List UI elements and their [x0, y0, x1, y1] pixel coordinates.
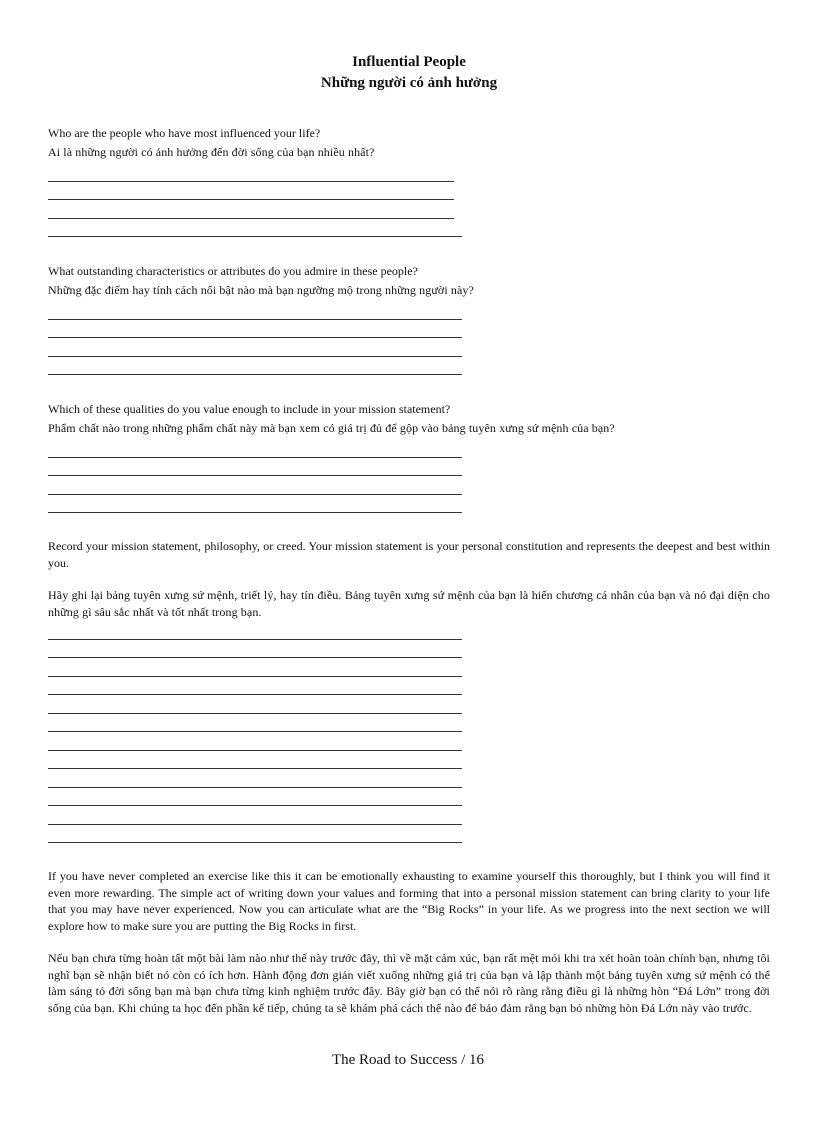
- mission-instructions-vi: Hãy ghi lại bảng tuyên xưng sứ mệnh, triết lý, hay tín điều. Bảng tuyên xưng sứ mệnh của bạn là hiến chương cá nhân của bạn và nó đại diện cho những gì sâu sắc nhất và tốt nhất trong bạn.: [48, 588, 770, 619]
- mission-answer-lines[interactable]: [48, 621, 770, 843]
- answer-line[interactable]: [48, 495, 462, 514]
- answer-line[interactable]: [48, 806, 462, 825]
- answer-line[interactable]: [48, 476, 462, 495]
- answer-line[interactable]: [48, 825, 462, 844]
- answer-line[interactable]: [48, 658, 462, 677]
- answer-line[interactable]: [48, 732, 462, 751]
- question-attributes: [48, 262, 770, 375]
- question-text-vi: Ai là những người có ảnh hưởng đến đời sống của bạn nhiều nhất?: [48, 145, 375, 159]
- answer-line[interactable]: [48, 200, 454, 219]
- answer-line[interactable]: [48, 677, 462, 696]
- answer-lines[interactable]: [48, 163, 770, 237]
- closing-section: [48, 868, 770, 1016]
- question-text-vi: Những đặc điểm hay tính cách nổi bật nào mà bạn ngưỡng mộ trong những người này?: [48, 283, 474, 297]
- question-qualities: [48, 400, 770, 513]
- answer-line[interactable]: [48, 714, 462, 733]
- question-text-en: Which of these qualities do you value enough to include in your mission statement?: [48, 402, 451, 416]
- closing-paragraph-vi: Nếu bạn chưa từng hoàn tất một bài làm nào như thế này trước đây, thì về mặt cảm xúc, bạn rất mệt mỏi khi tra xét hoàn toàn chính bạn, nhưng tôi nghĩ bạn sẽ nhận biết nó còn có ích hơn. Hành động đơn giản viết xuống những giá trị của bạn và lập thành một bảng tuyên xưng sứ mệnh có thể làm sáng tỏ đời sống bạn mà bạn chưa từng kinh nghiệm trước đây. Bây giờ bạn có thể nói rõ ràng rằng điều gì là những hòn “Đá Lớn” trong đời sống của bạn. Khi chúng ta học đến phần kế tiếp, chúng ta sẽ khám phá cách thể nào để bảo đảm rằng bạn bỏ những hòn Đá Lớn này vào trước.: [48, 951, 770, 1015]
- answer-line[interactable]: [48, 338, 462, 357]
- page-footer: The Road to Success / 16: [331, 1052, 485, 1068]
- answer-line[interactable]: [48, 458, 462, 477]
- answer-line[interactable]: [48, 357, 462, 376]
- closing-paragraph-en: If you have never completed an exercise like this it can be emotionally exhausting to examine yourself this thoroughly, but I think you will find it even more rewarding. The simple act of writing down your values and forming that into a personal mission statement can bring clarity to your life that you may have never experienced. Now you can articulate what are the “Big Rocks” in your life. As we progress into the next section we will explore how to make sure you are putting the Big Rocks in first.: [48, 869, 770, 933]
- answer-line[interactable]: [48, 182, 454, 201]
- answer-line[interactable]: [48, 751, 462, 770]
- answer-line[interactable]: [48, 788, 462, 807]
- answer-line[interactable]: [48, 320, 462, 339]
- mission-statement-section: [48, 538, 770, 843]
- answer-line[interactable]: [48, 640, 462, 659]
- answer-line[interactable]: [48, 769, 462, 788]
- answer-line[interactable]: [48, 439, 462, 458]
- title-english: Influential People: [352, 54, 466, 70]
- question-text-en: What outstanding characteristics or attributes do you admire in these people?: [48, 264, 418, 278]
- answer-lines[interactable]: [48, 301, 770, 375]
- title-vietnamese: Những người có ảnh hưởng: [320, 75, 498, 91]
- answer-line[interactable]: [48, 163, 454, 182]
- question-influencers: [48, 124, 770, 237]
- answer-line[interactable]: [48, 621, 462, 640]
- mission-instructions-en: Record your mission statement, philosophy, or creed. Your mission statement is your personal constitution and represents the deepest and best within you.: [48, 539, 770, 570]
- question-text-vi: Phẩm chất nào trong những phẩm chất này mà bạn xem có giá trị đủ để gộp vào bảng tuyên xưng sứ mệnh của bạn?: [48, 421, 615, 435]
- question-text-en: Who are the people who have most influenced your life?: [48, 126, 321, 140]
- worksheet-page: [48, 52, 770, 1016]
- answer-lines[interactable]: [48, 439, 770, 513]
- answer-line[interactable]: [48, 219, 462, 238]
- answer-line[interactable]: [48, 695, 462, 714]
- answer-line[interactable]: [48, 301, 462, 320]
